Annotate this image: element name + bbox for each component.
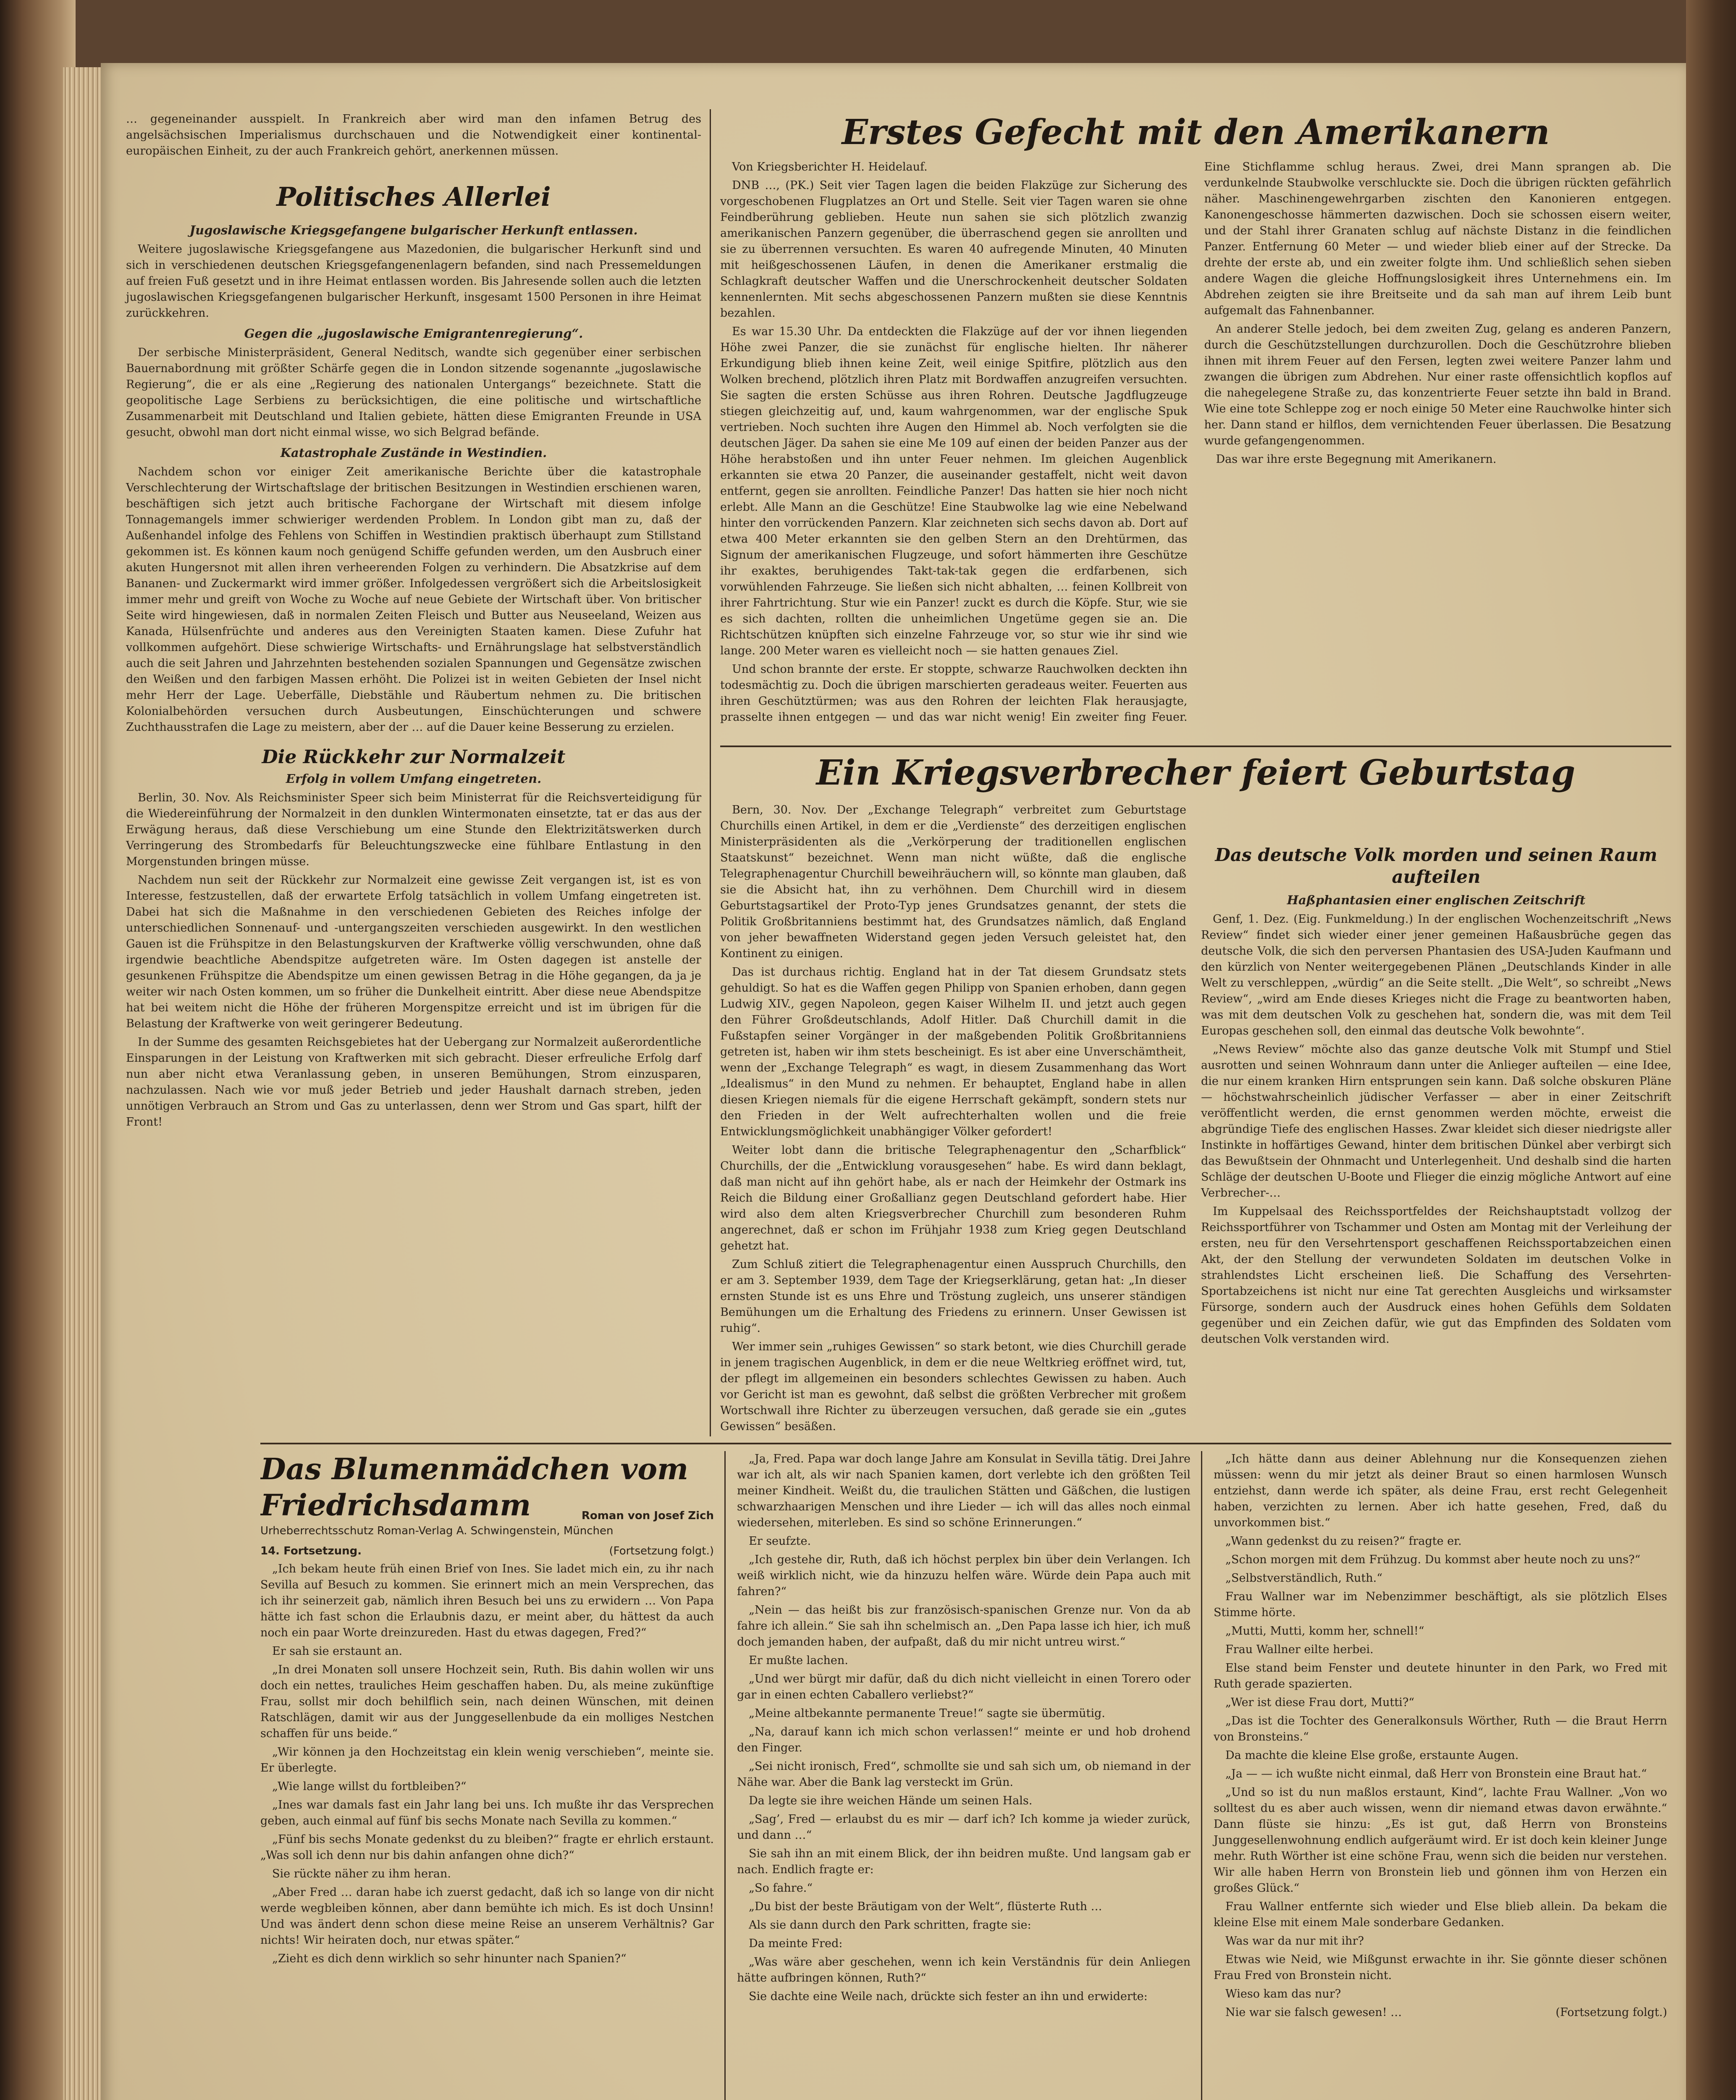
page-stack-edge <box>63 67 105 2100</box>
article-paragraph: „News Review“ möchte also das ganze deutsche Volk mit Stumpf und Stiel ausrotten und seinen Wohnraum dann unter die Anlieger aufteilen — eine Idee, die nur einem kranken Hirn entsprungen sein kann. Daß solche obskuren Pläne — höchstwahrscheinlich jüdischer Verfasser — aber in einer Zeitschrift veröffentlicht werden, die ernst genommen werden möchte, erweist die abgründige Tiefe des englischen Hasses. Zwar kleidet sich dieser niedrigste aller Instinkte in hoffärtiges Gewand, hinter dem britischen Dünkel aber verbirgt sich das Bewußtsein der Ohnmacht und Unterlegenheit. Und deshalb sind die harten Schläge der deutschen U-Boote und Flieger die einzig mögliche Antwort auf eine Verbrecher-… <box>1201 1043 1671 1200</box>
serial-paragraph: „Ich hätte dann aus deiner Ablehnung nur die Konsequenzen ziehen müssen: wenn du mir jetzt als deiner Braut so einen harmlosen Wunsch entziehst, dann werde ich später, als deine Frau, erst recht Gelegenheit haben, verzichten zu lernen. Aber ich hatte gesehen, Fred, daß du unvorkommen bist.“ <box>1214 1452 1667 1529</box>
politisches-allerlei-title: Politisches Allerlei <box>276 181 551 212</box>
serial-paragraph: Frau Wallner entfernte sich wieder und Else blieb allein. Da bekam die kleine Else mit einem Male sonderbare Gedanken. <box>1214 1900 1667 1929</box>
serial-paragraph: Else stand beim Fenster und deutete hinunter in den Park, wo Fred mit Ruth gerade spazierten. <box>1214 1662 1667 1690</box>
article-paragraph: Das ist durchaus richtig. England hat in der Tat diesem Grundsatz stets gehuldigt. So hat es die Waffen gegen Philipp von Spanien erhoben, dann gegen Ludwig XIV., gegen Napoleon, gegen Kaiser Wilhelm II. und jetzt auch gegen den Führer Großdeutschlands, Adolf Hitler. Daß Churchill damit in die Fußstapfen seiner Vorgänger in der maßgebenden Politik Großbritanniens getreten ist, haben wir ihm stets bescheinigt. Es ist aber eine Unverschämtheit, wenn der „Exchange Telegraph“ es wagt, in diesem Zusammenhang das Wort „Idealismus“ in den Mund zu nehmen. Er behauptet, England habe in allen diesen Kriegen niemals für die eigene Herrschaft gekämpft, sondern stets nur den Frieden in der Welt aufrechterhalten wollen und die freie Entwicklungsmöglichkeit unabhängiger Völker gefordert! <box>720 966 1186 1138</box>
serial-paragraph: „Und so ist du nun maßlos erstaunt, Kind“, lachte Frau Wallner. „Von wo solltest du es aber auch wissen, wenn dir niemand etwas davon erwähnte.“ Dann flüste sie hinzu: „Es ist gut, daß Herrn von Bronsteins Junggesellenwohnung endlich aufgeräumt wird. Er ist doch kein kleiner Junge mehr. Ruth Wörther ist eine schöne Frau, wenn sich die beiden nur verstehen. Wir alle haben Herrn von Bronstein lieb und gönnen ihm von Herzen ein großes Glück.“ <box>1214 1786 1667 1895</box>
serial-paragraph: „Meine altbekannte permanente Treue!“ sagte sie übermütig. <box>749 1707 1105 1720</box>
section-paragraph: Der serbische Ministerpräsident, General Neditsch, wandte sich gegenüber einer serbischen Bauernabordnung mit größter Schärfe gegen die in London sitzende sogenannte „jugoslawische Regierung“, die er als eine „Regierung des nationalen Untergangs“ bezeichnete. Statt die geopolitische Lage Serbiens zu berücksichtigen, die eine politische und wirtschaftliche Zusammenarbeit mit Deutschland und Italien gebiete, hätten diese Emigranten Freunde in USA gesucht, obwohl man dort nicht einmal wisse, wo sich Belgrad befände. <box>126 346 701 439</box>
serial-author: Roman von Josef Zich <box>581 1509 714 1522</box>
serial-col-2 <box>737 1451 1191 2007</box>
serial-paragraph: Als sie dann durch den Park schritten, fragte sie: <box>749 1919 1031 1932</box>
article-paragraph: Und schon brannte der erste. Er stoppte, schwarze Rauchwolken deckten ihn todesmächtig zu. Doch die übrigen marschierten geradeaus weiter. Feuerten aus ihren Geschütztürmen; was aus den Rohren der leichten Flak herausjagte, prasselte ihnen entgegen — und das war nicht wenig! Ein zweiter fing Feuer. Eine Stichflamme schlug heraus. Zwei, drei Mann sprangen ab. Die verdunkelnde Staubwolke verschluckte sie. Doch die übrigen rückten gefährlich näher. Maschinengewehrgarben zischten den Kanonieren entgegen. Kanonengeschosse hämmerten dazwischen. Doch sie schossen eisern weiter, und der Stahl ihrer Granaten schlug auf nächste Distanz in die feindlichen Panzer. Entfernung 60 Meter — und wieder blieb einer auf der Strecke. Da drehte der erste ab, und ein zweiter folgte ihm. Und schließlich sehen sieben andere Wagen die gleiche Hoffnungslosigkeit ihres Unternehmens ein. Im Abdrehen zeigten sie ihre Breitseite und da sah man auf ihrem Leib bunt aufgemalt das Fahnenbanner. <box>720 160 1671 724</box>
serial-divider <box>1201 1451 1202 2100</box>
serial-paragraph: Er mußte lachen. <box>749 1654 848 1667</box>
serial-paragraph: „Sei nicht ironisch, Fred“, schmollte sie und sah sich um, ob niemand in der Nähe war. Aber die Bank lag versteckt im Grün. <box>737 1760 1191 1789</box>
serial-paragraph: Er seufzte. <box>749 1535 811 1548</box>
serial-paragraph: „Ja — — ich wußte nicht einmal, daß Herr von Bronstein eine Braut hat.“ <box>1225 1767 1647 1780</box>
next-page-edge <box>1686 0 1736 2100</box>
serial-paragraph: „Sag’, Fred — erlaubst du es mir — darf ich? Ich komme ja wieder zurück, und dann …“ <box>737 1813 1191 1842</box>
serial-paragraph: Wieso kam das nur? <box>1225 1987 1341 2000</box>
serial-paragraph: Da legte sie ihre weichen Hände um seinen Hals. <box>749 1794 1033 1807</box>
section-heading: Gegen die „jugoslawische Emigrantenregierung“. <box>244 326 583 341</box>
serial-paragraph: „Selbstverständlich, Ruth.“ <box>1225 1572 1382 1585</box>
section-paragraph: Weitere jugoslawische Kriegsgefangene aus Mazedonien, die bulgarischer Herkunft sind und sich in verschiedenen deutschen Kriegsgefangenenlagern befanden, sind nach Pressemeldungen auf freien Fuß gesetzt und in ihre Heimat entlassen worden. Bis Jahresende sollen auch die letzten jugoslawischen Kriegsgefangenen bulgarischer Herkunft, insgesamt 1500 Personen in ihre Heimat zurückkehren. <box>126 243 701 320</box>
serial-paragraph: Etwas wie Neid, wie Mißgunst erwachte in ihr. Sie gönnte dieser schönen Frau Fred von Bronstein nicht. <box>1214 1953 1667 1982</box>
serial-paragraph: „Aber Fred … daran habe ich zuerst gedacht, daß ich so lange von dir nicht werde wegbleiben können, aber dann bemühte ich mich. Es ist doch Unsinn! Und was ändert denn schon diese meine Reise an unserem Verhältnis? Gar nichts! Wir heiraten doch, nur etwas später.“ <box>260 1886 714 1947</box>
serial-paragraph: Was war da nur mit ihr? <box>1225 1935 1364 1948</box>
serial-paragraph: „Mutti, Mutti, komm her, schnell!“ <box>1225 1625 1424 1638</box>
serial-paragraph: „Nein — das heißt bis zur französisch-spanischen Grenze nur. Von da ab fahre ich allein.“ Sie sah ihn schelmisch an. „Den Papa lasse ich hier, ich muß doch jemanden haben, der aufpaßt, daß du mir nicht untreu wirst.“ <box>737 1604 1191 1648</box>
serial-col-1 <box>260 1451 714 1969</box>
serial-paragraph: Sie sah ihn an mit einem Blick, der ihn beidren mußte. Und langsam gab er nach. Endlich fragte er: <box>737 1847 1191 1876</box>
article-paragraph: Weiter lobt dann die britische Telegraphenagentur den „Scharfblick“ Churchills, der die „Entwicklung vorausgesehen“ habe. Es wird dann beklagt, daß man nicht auf ihn gehört habe, als er nach der Heimkehr der Ostmark ins Reich die Bildung einer Großallianz gegen Deutschland gefordert habe. Hier wird also dem alten Kriegsverbrecher Churchill zum besonderen Ruhm angerechnet, daß er schon im Frühjahr 1938 zum Krieg gegen Deutschland gehetzt hat. <box>720 1144 1186 1252</box>
serial-paragraph: Da machte die kleine Else große, erstaunte Augen. <box>1225 1749 1519 1762</box>
serial-paragraph: Er sah sie erstaunt an. <box>272 1645 403 1658</box>
serial-paragraph: „Na, darauf kann ich mich schon verlassen!“ meinte er und hob drohend den Finger. <box>737 1725 1191 1754</box>
serial-paragraph: „Wie lange willst du fortbleiben?“ <box>272 1780 467 1793</box>
serial-paragraph: Da meinte Fred: <box>749 1937 843 1950</box>
serial-col-3 <box>1214 1451 1667 2023</box>
serial-paragraph: „Fünf bis sechs Monate gedenkst du zu bleiben?“ fragte er ehrlich erstaunt. „Was soll ich denn nur bis dahin anfangen ohne dich?“ <box>260 1833 714 1862</box>
middle-article-title: Ein Kriegsverbrecher feiert Geburtstag <box>816 753 1576 793</box>
section-heading: Jugoslawische Kriegsgefangene bulgarischer Herkunft entlassen. <box>189 223 638 237</box>
subarticle-title: Das deutsche Volk morden und seinen Raum aufteilen <box>1215 845 1657 887</box>
left-column <box>126 111 701 1133</box>
article-paragraph: Genf, 1. Dez. (Eig. Funkmeldung.) In der englischen Wochenzeitschrift „News Review“ findet sich wieder einer jener gemeinen Haßausbrüche gegen das deutsche Volk, die sich den perversen Phantasien des USA-Juden Kaufmann und den kürzlich von Nenter weitergegebenen Plänen „Deutschlands Kinder in alle Welt zu verschleppen, „würdig“ an die Seite stellt. „Die Welt“, so schreibt „News Review“, „wird am Ende dieses Krieges nicht die Frage zu beantworten haben, was mit dem deutschen Volk zu geschehen hat, sondern die, was mit dem Teil Europas geschehen soll, den einmal das deutsche Volk bewohnte“. <box>1201 913 1671 1037</box>
middle-article-side-col <box>1201 802 1671 1350</box>
section-subtitle: Erfolg in vollem Umfang eingetreten. <box>286 772 542 786</box>
serial-paragraph: Frau Wallner war im Nebenzimmer beschäftigt, als sie plötzlich Elses Stimme hörte. <box>1214 1590 1667 1619</box>
left-intro <box>126 111 701 159</box>
serial-paragraph: Frau Wallner eilte herbei. <box>1225 1643 1374 1656</box>
article-paragraph: Im Kuppelsaal des Reichssportfeldes der Reichshauptstadt vollzog der Reichssportführer von Tschammer und Osten am Montag mit der Verleihung der ersten, neu für den Versehrtensport geschaffenen Reichssportabzeichen einen Akt, der den Stellung der verwundeten Soldaten im deutschen Volke in strahlendstes Licht erscheinen ließ. Die Schaffung des Versehrten-Sportabzeichens ist nicht nur eine Tat gerechten Ausgleichs und wirksamster Fürsorge, sondern auch der Ausdruck eines hohen Gefühls dem Soldaten gegenüber und ein Zeichen dafür, wie gut das Empfinden des Soldaten vom deutschen Volk verstanden wird. <box>1201 1205 1671 1346</box>
article-paragraph: Das war ihre erste Begegnung mit Amerikanern. <box>1216 453 1497 466</box>
section-paragraph: Berlin, 30. Nov. Als Reichsminister Speer sich beim Ministerrat für die Reichsverteidigung für die Wiedereinführung der Normalzeit in den dunklen Wintermonaten einsetzte, tat er das aus der Erwägung heraus, daß diese Verschiebung um eine Stunde den Elektrizitätswerken durch Verringerung des Strombedarfs für Beleuchtungszwecke eine fühlbare Entlastung in den Morgenstunden bringen müsse. <box>126 791 701 868</box>
serial-paragraph: „Zieht es dich denn wirklich so sehr hinunter nach Spanien?“ <box>272 1952 627 1965</box>
middle-article <box>720 752 1671 1433</box>
middle-article-main-col <box>720 802 1186 1437</box>
article-divider <box>720 746 1671 747</box>
serial-paragraph: Sie dachte eine Weile nach, drückte sich fester an ihn und erwiderte: <box>749 1990 1148 2003</box>
serial-continued-note: (Fortsetzung folgt.) <box>1555 2006 1667 2019</box>
serial-paragraph: „Was wäre aber geschehen, wenn ich kein Verständnis für dein Anliegen hätte aufbringen können, Ruth?“ <box>737 1956 1191 1984</box>
intro-paragraph: … gegeneinander ausspielt. In Frankreich aber wird man den infamen Betrug des angelsächsischen Imperialismus durchschauen und die Notwendigkeit einer kontinental-europäischen Einheit, zu der auch Frankreich gehört, anerkennen müssen. <box>126 113 701 158</box>
section-emigrantenregierung <box>126 326 701 441</box>
serial-paragraph: „Wann gedenkst du zu reisen?“ fragte er. <box>1225 1535 1462 1548</box>
article-paragraph: DNB …, (PK.) Seit vier Tagen lagen die beiden Flakzüge zur Sicherung des vorgeschobenen Flugplatzes an Ort und Stelle. Seit vier Tagen waren sie ohne Feindberührung geblieben. Heute nun sahen sie sich plötzlich zwanzig amerikanischen Panzern gegenüber, die überraschend gegen sie anrollten und sie zu überrennen versuchten. Es waren 40 aufregende Minuten, 40 Minuten mit heißgeschossenen Läufen, in denen die Amerikaner erstmalig die Schlagkraft deutscher Waffen und die Unerschrockenheit deutscher Soldaten kennenlernten. Mit sechs abgeschossenen Panzern mußten sie diese Kenntnis bezahlen. <box>720 179 1188 320</box>
section-jugoslawische-gefangene <box>126 222 701 321</box>
section-paragraph: In der Summe des gesamten Reichsgebietes hat der Uebergang zur Normalzeit außerordentliche Einsparungen in der Leistung von Kraftwerken mit sich gebracht. Dieser erfreuliche Erfolg darf nun aber nicht etwa Veranlassung geben, in unseren Bemühungen, Strom einzusparen, nachzulassen. Nach wie vor muß jeder Betrieb und jeder Haushalt darnach streben, jeden unnötigen Verbrauch an Strom und Gas zu unterlassen, denn wer Strom und Gas spart, hilft der Front! <box>126 1036 701 1129</box>
article-paragraph: An anderer Stelle jedoch, bei dem zweiten Zug, gelang es anderen Panzern, durch die Geschützstellungen durchzurollen. Doch die Geschützrohre blieben ihnen mit ihrem Feuer auf den Fersen, legten zwei weitere Panzer lahm und zwangen die übrigen zum Abdrehen. Nur einer raste offensichtlich kopflos auf die nahegelegene Straße zu, das konzentrierte Feuer setzte ihn bald in Brand. Wie eine tote Schleppe zog er noch einige 50 Meter eine Rauchwolke hinter sich her. Dann stand er hilflos, dem vernichtenden Feuer überlassen. Die Besatzung wurde gefangengenommen. <box>1204 323 1671 447</box>
serial-paragraph: „Ja, Fred. Papa war doch lange Jahre am Konsulat in Sevilla tätig. Drei Jahre war ich alt, als wir nach Spanien kamen, dort verlebte ich den größten Teil meiner Kindheit. Weißt du, die traulichen Stätten und Gäßchen, die lustigen schwarzhaarigen Menschen und ihre Lieder — ich will das alles noch einmal wiedersehen, miterleben. Es sind so schöne Erinnerungen.“ <box>737 1452 1191 1529</box>
serial-paragraph: Sie rückte näher zu ihm heran. <box>272 1867 451 1880</box>
section-title: Die Rückkehr zur Normalzeit <box>262 746 566 768</box>
serial-title-line-2: Friedrichsdamm <box>260 1488 531 1522</box>
serial-paragraph: Nie war sie falsch gewesen! … <box>1225 2006 1402 2019</box>
article-paragraph: Wer immer sein „ruhiges Gewissen“ so stark betont, wie dies Churchill gerade in jenem tragischen Augenblick, in dem er die neue Weltkrieg eröffnet wird, tut, der pflegt im allgemeinen ein besonders schlechtes Gewissen zu haben. Auch vor Gericht ist man es gewohnt, daß selbst die größten Verbrecher mit großem Wortschwall ihre Richter zu überzeugen versuchen, daß gerade sie ein „gutes Gewissen“ besäßen. <box>720 1340 1186 1433</box>
serial-paragraph: „So fahre.“ <box>749 1882 813 1895</box>
top-article <box>720 111 1671 739</box>
article-paragraph: Bern, 30. Nov. Der „Exchange Telegraph“ verbreitet zum Geburtstage Churchills einen Artikel, in dem er die „Verdienste“ des derzeitigen englischen Ministerpräsidenten als die „Verkörperung der traditionellen englischen Staatskunst“ bezeichnet. Wenn man nicht wüßte, daß die englische Telegraphenagentur Churchill beweihräuchern will, so könnte man glauben, daß sie die Absicht hat, ihn zu verhöhnen. Dem Churchill wird in diesem Geburtstagsartikel der Proto-Typ jenes Grundsatzes genannt, der stets die Politik Großbritanniens bestimmt hat, des Grundsatzes nämlich, daß England von jeher bewaffneten Widerstand gegen jeden Versuch geleistet hat, den Kontinent zu einigen. <box>720 803 1186 960</box>
serial-prev-note: (Fortsetzung folgt.) <box>609 1545 714 1557</box>
serial-paragraph: „Wer ist diese Frau dort, Mutti?“ <box>1225 1696 1415 1709</box>
section-normalzeit <box>126 746 701 1130</box>
serial-divider <box>724 1451 726 2100</box>
serial-title-line-1: Das Blumenmädchen vom <box>260 1452 689 1486</box>
serial-paragraph: „Schon morgen mit dem Frühzug. Du kommst aber heute noch zu uns?“ <box>1225 1553 1641 1566</box>
section-westindien <box>126 445 701 735</box>
serial-paragraph: „Wir können ja den Hochzeitstag ein klein wenig verschieben“, meinte sie. Er überlegte. <box>260 1746 714 1774</box>
serial-novel <box>260 1451 1671 2100</box>
serial-paragraph: „Ich gestehe dir, Ruth, daß ich höchst perplex bin über dein Verlangen. Ich weiß wirklich nicht, wie da hinzuzu helfen wäre. Würde dein Papa auch mit fahren?“ <box>737 1553 1191 1598</box>
subarticle-subtitle: Haßphantasien einer englischen Zeitschrift <box>1287 893 1586 907</box>
column-divider <box>710 109 711 1436</box>
section-paragraph: Nachdem nun seit der Rückkehr zur Normalzeit eine gewisse Zeit vergangen ist, ist es von Interesse, festzustellen, daß der erwartete Erfolg tatsächlich in vollem Umfang eingetreten ist. Dabei hat sich die Maßnahme in den verschiedenen Gebieten des Reiches infolge der unterschiedlichen Sonnenauf- und -untergangszeiten verschieden ausgewirkt. In den westlichen Gauen ist die Frühspitze in den Belastungskurven der Kraftwerke völlig verschwunden, ohne daß irgendwie beachtliche Abendspitze aufgetreten wäre. Im Osten dagegen ist anstelle der gesunkenen Frühspitze die Abendspitze um einen gewissen Betrag in die Höhe gegangen, da ja je weiter wir nach Osten kommen, um so früher die Dunkelheit eintritt. Aber diese neue Abendspitze hat bei weitem nicht die Höhe der früheren Morgenspitze erreicht und ist im übrigen für die Belastung der Kraftwerke von weit geringerer Bedeutung. <box>126 874 701 1030</box>
serial-paragraph: „In drei Monaten soll unsere Hochzeit sein, Ruth. Bis dahin wollen wir uns doch ein nettes, trauliches Heim geschaffen haben. Du, als meine zukünftige Frau, sollst mir doch behilflich sein, nach deinen Wünschen, mit deinen Ratschlägen, damit wir aus der Junggesellenbude da ein molliges Nestchen schaffen für uns beide.“ <box>260 1663 714 1740</box>
feuilleton-divider <box>260 1443 1671 1444</box>
top-article-body <box>720 159 1671 739</box>
section-heading: Katastrophale Zustände in Westindien. <box>280 446 547 460</box>
serial-copyright: Urheberrechtsschutz Roman-Verlag A. Schwingenstein, München <box>260 1525 614 1537</box>
serial-installment: 14. Fortsetzung. <box>260 1545 362 1557</box>
serial-paragraph: „Ich bekam heute früh einen Brief von Ines. Sie ladet mich ein, zu ihr nach Sevilla auf Besuch zu kommen. Sie erinnert mich an mein Versprechen, das ich ihr seinerzeit gab, nämlich ihren Besuch bei uns zu erwidern … Von Papa hätte ich fast schon die Erlaubnis dazu, er meint aber, du hättest da auch noch ein paar Worte dreinzureden. Hast du etwas dagegen, Fred?“ <box>260 1562 714 1639</box>
article-paragraph: Es war 15.30 Uhr. Da entdeckten die Flakzüge auf der vor ihnen liegenden Höhe zwei Panzer, die sie zunächst für englische hielten. Ihr näherer Erkundigung blieb ihnen keine Zeit, weil einige Spitfire, plötzlich aus den Wolken brechend, plötzlich ihren Platz mit Bordwaffen anzugreifen versuchten. Sie sagten die ersten Schüsse aus ihren Rohren. Deutsche Jagdflugzeuge stiegen gleichzeitig auf, und, kaum wahrgenommen, war der englische Spuk vertrieben. Noch suchten ihre Augen den Himmel ab. Noch verfolgten sie die deutschen Jäger. Da sahen sie eine Me 109 auf einen der beiden Panzer aus der Höhe herabstoßen und ihn unter Feuer nehmen. Im gleichen Augenblick erkannten sie etwa 20 Panzer, die auseinander gestaffelt, nicht weit davon entfernt, gegen sie anrollten. Feindliche Panzer! Das hatten sie hier noch nicht erlebt. Alle Mann an die Geschütze! Eine Staubwolke lag wie eine Nebelwand hinter den vorrückenden Panzern. Klar zeichneten sich sechs davon ab. Dort auf etwa 400 Meter erkannten sie den gelben Stern an den Drehtürmen, das Signum der amerikanischen Flugzeuge, und sofort hämmerten ihre Geschütze ihr exaktes, beruhigendes Takt-tak-tak gegen die erdfarbenen, sich vorwühlenden Fahrzeuge. Sie ließen sich nicht abhalten, … feinen Kollbreit von ihrer Fahrtrichtung. Stur wie ein Panzer! zuckt es durch die Köpfe. Stur, wie sie es sich dachten, rollten die unheimlichen Ungetüme gegen sie an. Die Richtschützen knüpften sich einzelne Fahrzeuge vor, so stur wie ihr sind wie lange. 200 Meter waren es vielleicht noch — sie hatten genaues Ziel. <box>720 325 1188 657</box>
newspaper-page <box>101 63 1686 2100</box>
byline: Von Kriegsberichter H. Heidelauf. <box>732 160 928 173</box>
section-paragraph: Nachdem schon vor einiger Zeit amerikanische Berichte über die katastrophale Verschlechterung der Wirtschaftslage der britischen Besitzungen in Westindien erschienen waren, beschäftigen sich jetzt auch britische Fachorgane der Wirtschaft mit diesem infolge Tonnagemangels immer schwieriger werdenden Problem. In London gibt man zu, daß der Außenhandel infolge des Fehlens von Schiffen in Westindien praktisch überhaupt zum Stillstand gekommen ist. Es können kaum noch genügend Schiffe gefunden werden, um den Ausbruch einer akuten Hungersnot mit allen ihren verheerenden Folgen zu verhindern. Die Absatzkrise auf dem Bananen- und Zuckermarkt wird immer größer. Infolgedessen vergrößert sich die Arbeitslosigkeit immer mehr und greift von Woche zu Woche auf neue Gebiete der Wirtschaft über. Von britischer Seite wird hingewiesen, daß in normalen Zeiten Fleisch und Butter aus Neuseeland, Weizen aus Kanada, Hülsenfrüchte und anderes aus den Vereinigten Staaten kamen. Diese Zufuhr hat vollkommen aufgehört. Diese schwierige Wirtschafts- und Ernährungslage hat selbstverständlich auch die seit Jahren und Jahrzehnten bestehenden sozialen Spannungen und Gegensätze zwischen den Weißen und den farbigen Massen erhöht. Die Polizei ist in weiten Gebieten der Insel nicht mehr Herr der Lage. Ueberfälle, Diebstähle und Räubertum nehmen zu. Die britischen Kolonialbehörden versuchen durch Ausbeutungen, Einschüchterungen und schwere Zuchthausstrafen die Lage zu meistern, aber der … auf die Dauer keine Besserung zu erzielen. <box>126 465 701 734</box>
serial-paragraph: „Ines war damals fast ein Jahr lang bei uns. Ich mußte ihr das Versprechen geben, auch einmal auf fünf bis sechs Monate nach Sevilla zu kommen.“ <box>260 1798 714 1827</box>
top-article-title: Erstes Gefecht mit den Amerikanern <box>842 112 1550 152</box>
serial-paragraph: „Und wer bürgt mir dafür, daß du dich nicht vielleicht in einen Torero oder gar in einen echten Caballero verliebst?“ <box>737 1672 1191 1701</box>
article-paragraph: Zum Schluß zitiert die Telegraphenagentur einen Ausspruch Churchills, den er am 3. September 1939, dem Tage der Kriegserklärung, getan hat: „In dieser ernsten Stunde ist es uns Ehre und Tröstung zugleich, uns unserer ständigen Bemühungen um die Erhaltung des Friedens zu erinnern. Unser Gewissen ist ruhig“. <box>720 1258 1186 1335</box>
serial-paragraph: „Du bist der beste Bräutigam von der Welt“, flüsterte Ruth … <box>749 1900 1102 1913</box>
serial-paragraph: „Das ist die Tochter des Generalkonsuls Wörther, Ruth — die Braut Herrn von Bronsteins.“ <box>1214 1714 1667 1743</box>
